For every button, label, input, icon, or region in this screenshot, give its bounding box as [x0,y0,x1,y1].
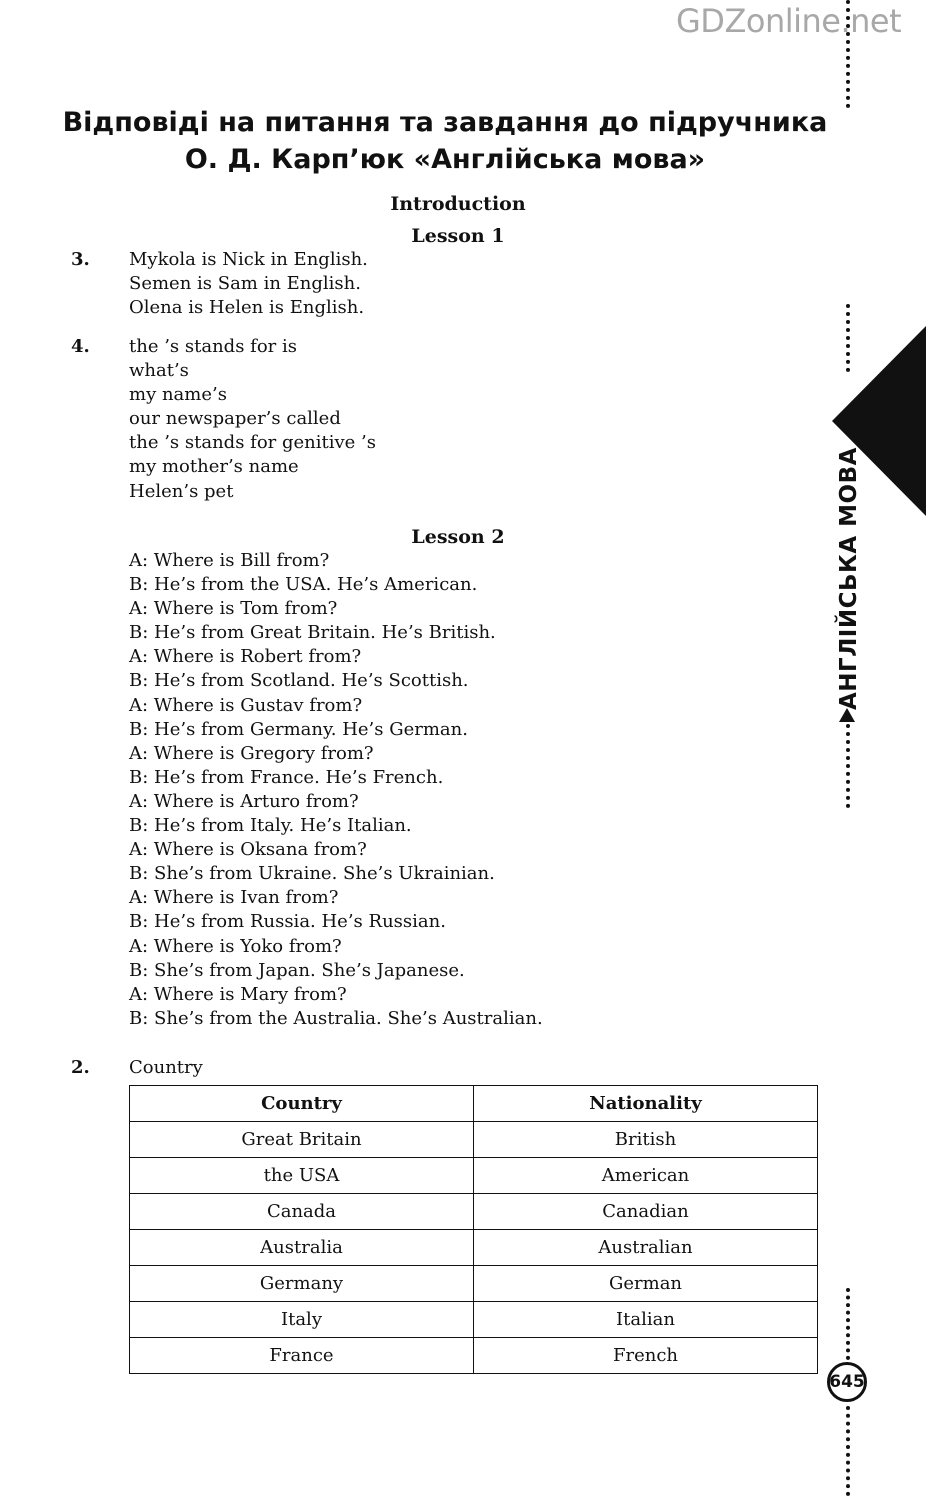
answer-line: the ’s stands for is [129,336,297,357]
answer-line: Olena is Helen is English. [129,297,365,319]
dialogue-line: A: Where is Bill from? [129,550,330,571]
answer-line: what’s [129,360,189,382]
dialogue-line: B: She’s from Japan. She’s Japanese. [129,959,465,981]
dialogue-line: A: Where is Arturo from? [129,790,359,812]
dialogue-line: A: Where is Yoko from? [129,935,342,957]
dialogue-line: A: Where is Gregory from? [129,742,374,764]
page-title-line-2: О. Д. Карп’юк «Англійська мова» [184,144,706,175]
dialogue-line: A: Where is Tom from? [129,598,338,620]
table-row [130,1338,818,1374]
nationality-cell: Canadian [474,1194,818,1230]
nationality-cell: German [474,1266,818,1302]
country-cell: France [130,1338,474,1374]
answer-line: Mykola is Nick in English. [129,249,368,270]
dialogue-line: A: Where is Oksana from? [129,839,367,861]
nationality-cell: Australian [474,1230,818,1266]
table-row [130,1194,818,1230]
side-section-label: АНГЛІЙСЬКА МОВА [836,447,862,710]
table-row [130,1302,818,1338]
country-cell: Canada [130,1194,474,1230]
dialogue-line: A: Where is Ivan from? [129,887,339,909]
watermark: GDZonline.net [676,2,902,40]
country-cell: Italy [130,1302,474,1338]
dialogue-line: B: She’s from Ukraine. She’s Ukrainian. [129,863,495,885]
dialogue-line: B: He’s from Italy. He’s Italian. [129,815,412,837]
table-row [130,1158,818,1194]
column-header: Nationality [474,1086,818,1122]
exercise-2-label: Country [129,1057,203,1078]
answer-line: Helen’s pet [129,480,234,502]
table-row [130,1122,818,1158]
nationality-cell: American [474,1158,818,1194]
dotted-rail-top [846,0,850,108]
arrow-up-icon [839,708,855,722]
exercise-number: 3. [71,249,90,270]
nationality-table [129,1085,818,1374]
dialogue-line: A: Where is Gustav from? [129,694,363,716]
dialogue-line: B: He’s from Germany. He’s German. [129,718,468,740]
exercise-3-answers [129,248,368,320]
country-cell: Australia [130,1230,474,1266]
answer-line: the ’s stands for genitive ’s [129,432,376,454]
exercise-number: 4. [71,336,90,357]
dialogue-line: B: He’s from Scotland. He’s Scottish. [129,670,469,692]
answer-line: Semen is Sam in English. [129,273,361,295]
dialogue-line: A: Where is Mary from? [129,983,347,1005]
lesson-2-heading: Lesson 2 [411,526,505,548]
country-cell: the USA [130,1158,474,1194]
nationality-cell: British [474,1122,818,1158]
dialogue-line: B: He’s from France. He’s French. [129,766,444,788]
country-cell: Great Britain [130,1122,474,1158]
answer-line: our newspaper’s called [129,408,341,430]
table-row [130,1266,818,1302]
exercise-4-answers [129,335,376,504]
page-number: 645 [827,1362,867,1402]
dotted-rail-middle-bottom [846,716,850,808]
lesson-1-heading: Lesson 1 [411,225,505,247]
nationality-cell: Italian [474,1302,818,1338]
dialogue [129,549,543,1031]
table-row [130,1230,818,1266]
exercise-number: 2. [71,1057,90,1078]
dialogue-line: B: He’s from Great Britain. He’s British. [129,622,496,644]
dialogue-line: B: He’s from the USA. He’s American. [129,574,478,596]
answer-line: my name’s [129,384,227,406]
dialogue-line: B: She’s from the Australia. She’s Australian. [129,1007,543,1029]
section-heading-introduction: Introduction [390,193,526,215]
dialogue-line: A: Where is Robert from? [129,646,362,668]
table-header-row [130,1086,818,1122]
dialogue-line: B: He’s from Russia. He’s Russian. [129,911,446,933]
nationality-cell: French [474,1338,818,1374]
dotted-rail-bottom-lower [846,1406,850,1496]
dotted-rail-bottom-upper [846,1288,850,1360]
answer-line: my mother’s name [129,456,299,478]
page-title-line-1: Відповіді на питання та завдання до підручника [62,107,828,138]
country-cell: Germany [130,1266,474,1302]
column-header: Country [130,1086,474,1122]
